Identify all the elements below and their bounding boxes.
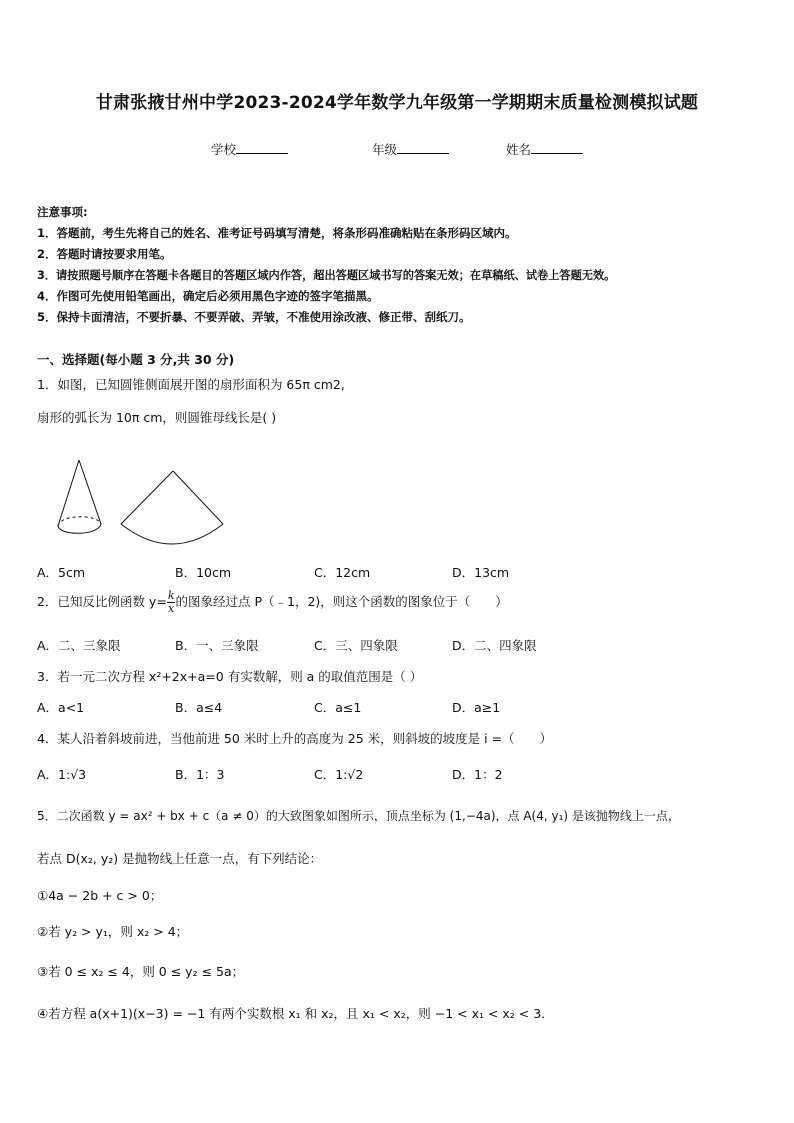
- q1-option-a: A．5cm: [37, 565, 86, 580]
- q4-option-c: C．1:√2: [314, 767, 364, 782]
- notice-item: 1．答题前，考生先将自己的姓名、准考证号码填写清楚，将条形码准确粘贴在条形码区域内。: [37, 226, 517, 240]
- q5-statement-1: ①4a − 2b + c > 0；: [37, 888, 163, 903]
- question-1-line-2: 扇形的弧长为 10π cm，则圆锥母线长是( ): [37, 410, 277, 425]
- question-2-post: 的图象经过点 P（﹣1，2)，则这个函数的图象位于（ ）: [175, 594, 508, 609]
- q1-option-b: B．10cm: [175, 565, 232, 580]
- page-title: 甘肃张掖甘州中学2023-2024学年数学九年级第一学期期末质量检测模拟试题: [95, 93, 699, 113]
- question-1-line-1: 1．如图，已知圆锥侧面展开图的扇形面积为 65π cm2,: [37, 377, 345, 392]
- name-label: 姓名: [506, 142, 532, 157]
- question-2-pre: 2．已知反比例函数 y=: [37, 594, 167, 609]
- notice-item: 2．答题时请按要求用笔。: [37, 247, 172, 261]
- q3-option-a: A．a<1: [37, 700, 85, 715]
- notice-item: 4．作图可先使用铅笔画出，确定后必须用黑色字迹的签字笔描黑。: [37, 289, 379, 303]
- question-3: 3．若一元二次方程 x²+2x+a=0 有实数解，则 a 的取值范围是（ ）: [37, 669, 423, 684]
- q5-statement-4: ④若方程 a(x+1)(x−3) = −1 有两个实数根 x₁ 和 x₂，且 x₁ < x₂，则 −1 < x₁ < x₂ < 3．: [37, 1006, 554, 1021]
- q4-option-d: D．1：2: [452, 767, 503, 782]
- q3-option-c: C．a≤1: [314, 700, 362, 715]
- question-2: [37, 590, 508, 615]
- notice-item: 3．请按照题号顺序在答题卡各题目的答题区域内作答，超出答题区域书写的答案无效；在草稿纸、试卷上答题无效。: [37, 269, 616, 282]
- notice-heading: 注意事项:: [37, 205, 88, 219]
- name-field: [506, 140, 583, 158]
- q4-option-b: B．1：3: [175, 767, 225, 782]
- section-heading: 一、选择题(每小题 3 分,共 30 分): [37, 352, 235, 367]
- question-4: 4．某人沿着斜坡前进，当他前进 50 米时上升的高度为 25 米，则斜坡的坡度是 i =（ ）: [37, 731, 553, 746]
- q4-option-a: A．1:√3: [37, 767, 87, 782]
- q2-option-b: B．一、三象限: [175, 638, 259, 653]
- q1-option-d: D．13cm: [452, 565, 510, 580]
- fraction-denominator: x: [168, 602, 175, 615]
- q3-option-d: D．a≥1: [452, 700, 501, 715]
- q2-option-c: C．三、四象限: [314, 638, 398, 653]
- question-5-line-1: 5．二次函数 y = ax² + bx + c（a ≠ 0）的大致图象如图所示，顶点坐标为 (1,−4a)，点 A(4, y₁) 是该抛物线上一点，: [37, 809, 680, 823]
- question-5-line-2: 若点 D(x₂, y₂) 是抛物线上任意一点，有下列结论：: [37, 851, 323, 866]
- school-blank: [236, 153, 288, 154]
- grade-field: [372, 140, 449, 158]
- q5-statement-3: ③若 0 ≤ x₂ ≤ 4，则 0 ≤ y₂ ≤ 5a；: [37, 964, 245, 979]
- name-blank: [531, 153, 583, 154]
- school-label: 学校: [211, 142, 237, 157]
- fraction-numerator: k: [167, 589, 175, 602]
- cone-figure: [48, 452, 238, 547]
- cone-icon: [58, 460, 101, 533]
- school-field: [211, 140, 288, 158]
- grade-blank: [397, 153, 449, 154]
- notice-item: 5．保持卡面清洁，不要折暴、不要弄破、弄皱，不准使用涂改液、修正带、刮纸刀。: [37, 310, 471, 324]
- q2-option-d: D．二、四象限: [452, 638, 537, 653]
- q1-option-c: C．12cm: [314, 565, 371, 580]
- q3-option-b: B．a≤4: [175, 700, 223, 715]
- q2-option-a: A．二、三象限: [37, 638, 121, 653]
- grade-label: 年级: [372, 142, 398, 157]
- sector-icon: [121, 471, 223, 544]
- q5-statement-2: ②若 y₂ > y₁，则 x₂ > 4；: [37, 924, 189, 939]
